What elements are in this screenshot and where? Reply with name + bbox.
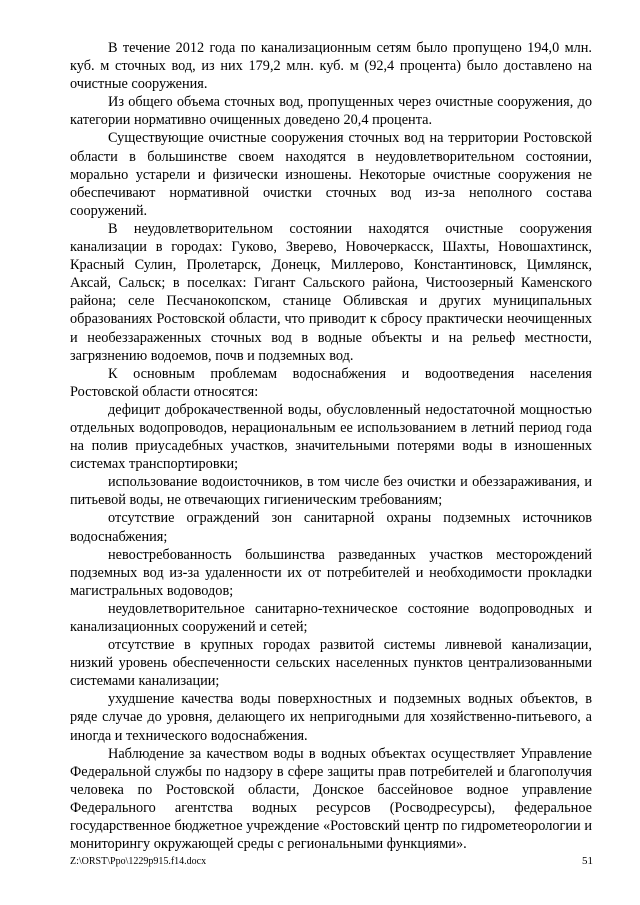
paragraph: В течение 2012 года по канализационным сетям было пропущено 194,0 млн. куб. м сточных вод, из них 179,2 млн. куб. м (92,4 процента) было доставлено на очистные сооружения. (70, 40, 592, 93)
paragraph: Наблюдение за качеством воды в водных объектах осуществляет Управление Федеральной службы по надзору в сфере защиты прав потребителей и благополучия человека по Ростовской области, Донское бассейновое водное управление Федерального агентства водных ресурсов (Росводресурсы), федеральное государственное бюджетное учреждение «Ростовский центр по гидрометеорологии и мониторингу окружающей среды с региональными функциями». (70, 745, 592, 853)
paragraph: К основным проблемам водоснабжения и водоотведения населения Ростовской области относятся: (70, 365, 592, 400)
list-item: использование водоисточников, в том числе без очистки и обеззараживания, и питьевой воды, не отвечающих гигиеническим требованиям; (70, 474, 592, 509)
list-item: отсутствие в крупных городах развитой системы ливневой канализации, низкий уровень обеспеченности сельских населенных пунктов централизованными системами канализации; (70, 637, 592, 690)
body-text (70, 39, 592, 853)
paragraph: В неудовлетворительном состоянии находятся очистные сооружения канализации в городах: Гуково, Зверево, Новочеркасск, Шахты, Новошахтинск, Красный Сулин, Пролетарск, Донецк, Миллерово, Константиновск, Цимлянск, Аксай, Сальск; в поселках: Гигант Сальского района, Чистоозерный Каменского района; селе Песчанокопском, станице Обливская и других муниципальных образованиях Ростовской области, что приводит к сбросу практически неочищенных и необеззараженных сточных вод в водные объекты и на рельеф местности, загрязнению водоемов, почв и подземных вод. (70, 220, 592, 364)
footer-file-path: Z:\ORST\Ppo\1229p915.f14.docx (70, 856, 207, 867)
list-item: дефицит доброкачественной воды, обусловленный недостаточной мощностью отдельных водопроводов, нерациональным ее использованием в летний период года на полив приусадебных участков, значительными потерями воды в изношенных системах транспортировки; (70, 401, 592, 473)
paragraph: Существующие очистные сооружения сточных вод на территории Ростовской области в большинстве своем находятся в неудовлетворительном состоянии, морально устарели и физически изношены. Некоторые очистные сооружения не обеспечивают нормативной очистки сточных вод из-за неполного состава сооружений. (70, 130, 592, 219)
list-item: отсутствие ограждений зон санитарной охраны подземных источников водоснабжения; (70, 510, 592, 545)
list-item: невостребованность большинства разведанных участков месторождений подземных вод из-за удаленности их от потребителей и необходимости прокладки магистральных водоводов; (70, 546, 592, 599)
page-number: 51 (582, 855, 593, 867)
list-item: неудовлетворительное санитарно-техническое состояние водопроводных и канализационных сооружений и сетей; (70, 600, 592, 635)
paragraph: Из общего объема сточных вод, пропущенных через очистные сооружения, до категории нормативно очищенных доведено 20,4 процента. (70, 94, 592, 129)
list-item: ухудшение качества воды поверхностных и подземных водных объектов, в ряде случае до уровня, делающего их непригодными для хозяйственно-питьевого, а иногда и технического водоснабжения. (70, 691, 592, 744)
